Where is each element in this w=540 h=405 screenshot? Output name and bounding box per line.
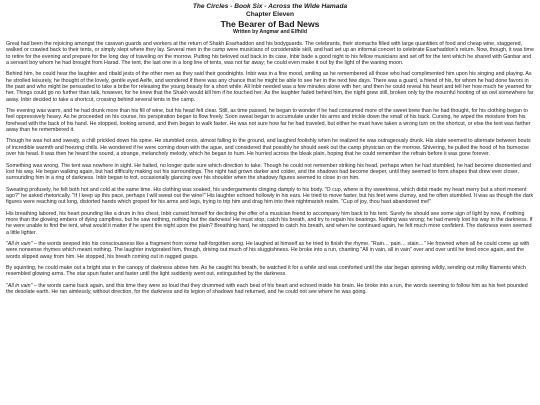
paragraph-text: Sweating profusely, he felt both hot and cold at the same time. His clothing was soaked, his undergarments clinging damply to his body. "O cup, where is thy sweetness, which didst made my heart merry but a short moment ago?" he asked rhetorically. "If I keep up this pace, perhaps I will sweat out the wine!" His laughter echoed hollowly in his ears. He tried to move faster, but his feet were clumsy, and he often stumbled. It was as though the dark figures were reaching out long, distorted hands which groped for his arms and legs, trying to trip him and drag him into their nightmarish realm. "Cup of joy, thou hast abandoned me!" [6, 186, 534, 206]
paragraph-text: – the words came back again, and this time they were so loud that they drummed with each beat of his heart and echoed inside his brain. He broke into a run, the words seeming to follow him as his feet pounded the desolate earth. He ran aimlessly, without direction, for the darkness and its legion of shadows had returned, and he could not see where he was going. [6, 282, 528, 295]
chapter-heading: Chapter Eleven [245, 11, 294, 18]
paragraph [6, 241, 534, 260]
paragraph [6, 187, 534, 206]
paragraph [6, 138, 534, 157]
paragraph [6, 71, 534, 103]
author-byline: Written by Angmar and Elfhild [232, 29, 308, 35]
chapter-title: The Bearer of Bad News [220, 19, 320, 29]
paragraph [6, 283, 534, 296]
paragraph-text: Behind him, he could hear the laughter and ribald jests of the other men as they said their goodnights. Inbir was in a fine mood, smiling as he remembered all those who had complimented him upon his singing and playing. As he strolled leisurely, he thought of the lovely, gentle eyed Aelfe, and wondered if there was any chance that he might be able to see her in the next few days. There was a guard, a friend of his, for whom he had done favors in the past and who might be persuaded to take a bribe for releasing the young beauty for a short while. All Inbir needed was a few minutes alone with her; and then he could reveal his heart and tell her how much he yearned for her. Things could go no further than talk, however, for he knew that the Shakh would kill him if he touched her. As the laughter faded behind him, the night grew still, broken only by the mournful hooting of an owl somewhere far away. Inbir decided to take a shortcut, crossing behind several tents in the camp. [6, 71, 534, 103]
story-body [6, 41, 534, 295]
document-header [6, 3, 534, 36]
series-title: The Circles - Book Six - Across the Wide Hamada [192, 3, 348, 10]
paragraph [6, 265, 534, 278]
paragraph-text: Though he was hot and sweaty, a chill prickled down his spine. He stumbled once, almost falling to the ground, and laughed foolishly when he realized he was outrageously drunk. His state seemed to alternate between bouts of incredible warmth and freezing chills. He wondered if he were coming down with the ague, and considered that possibly he should seek out the camp physician on the morrow. Shivering, he pulled the hood of his burnoose over his head. It was then he heard the sound, a strange, melancholy melody, which he began to hum. He hurried across the bleak plain, hoping that he could remember the refrain before it was gone forever. [6, 138, 531, 158]
paragraph [6, 41, 534, 66]
paragraph-lead-italic: "All in vain" [6, 282, 33, 289]
paragraph-text: By squinting, he could make out a bright star in the canopy of darkness above him. As he caught his breath, he watched it for a while and was comforted until the star began spinning wildly, sending out milky filaments which resembled glowing arms. The star spun faster and faster until the light suddenly went out, extinguished by the darkness. [6, 264, 526, 278]
paragraph-text: The evening was warm, and he had drunk more than his fill of wine, but his head felt clear. Still, as time passed, he began to wonder if he had consumed more of the sweet brew than he had thought, for his clothing began to feel oppressively heavy. As he proceeded on his course, his perspiration began to flow freely. Soon sweat began to accumulate under his arms and trickle down the small of his back. Cursing, he wiped the moisture from his forehead with the back of his hand. He stopped, looking around, and then began to walk faster. He was not sure how far he had traveled, but either he must have taken a wrong turn on the shortcut, or else the tent was farther away than he remembered it. [6, 108, 531, 134]
paragraph-text: Something was wrong. The tent was nowhere in sight. He halted, no longer quite sure which direction to take. Though he could not remember striking his head, perhaps when he had stumbled, he had become disoriented and lost his way. He began walking again, but had difficulty making out his surroundings. The night had grown darker and colder, and the shadows had become deeper, until they seemed to form shapes that drew ever closer, surrounding him in a ring of darkness. Inbir began to trot, occasionally glancing over his shoulder when the shadowy figures seemed to close in on him. [6, 162, 532, 182]
paragraph-text: Great had been the rejoicing amongst the caravan guards and workers at the return of Shakh Esarhaddon and his bodyguards. The celebrants, their stomachs filled with large quantities of food and cheap wine, staggered, walked or crawled back to their tents, or simply slept where they lay. Several men in the camp were musicians of considerable skill, and had set up an informal concert to celebrate Esarhaddon's return. Now, though, it was time to retire for the evening and prepare for the long day of traveling on the morrow. Putting his beloved oud back in its case, Inbir bade a good night to his fellow musicians and set off for the tent which he shared with Ganbar and a servant boy whom he had brought from Harad. The tent, the last one in a long line of tents, was not far away; he could even make it out by the light of the waning moon. [6, 41, 534, 67]
paragraph-lead-italic: "All in vain" [6, 240, 33, 247]
paragraph [6, 108, 534, 133]
paragraph-text: His breathing labored, his heart pounding like a drum in his chest, Inbir cursed himself for declining the offer of a musician friend to accompany him back to his tent. Surely he should see some sign of light by now, if nothing more than the glowing embers of dying campfires, but he saw nothing, nothing but the darkness! He must stop, catch his breath, and try to regain his bearings. Nothing was wrong; he had merely lost his way in the darkness. If he were unable to find the tent, what would it matter if he spent the night upon the plain? Breathing hard, he stopped to catch his breath, and when he continued again, he felt much more confident. The darkness even seemed a little lighter. [6, 210, 533, 236]
paragraph [6, 211, 534, 236]
paragraph-text: – the words seeped into his consciousness like a fragment from some half-forgotten song. He laughed at himself as he tried to finish the rhyme. "Rain… pain… stain…" He frowned when all he could come up with were nonsense rhymes which meant nothing. The laughter invigorated him, though, driving out much of his sluggishness. He broke into a run, chanting "All in vain, all in vain" over and over until he tired once again, and the words slipped away from him. He stopped, his breath coming out in ragged gasps. [6, 240, 530, 260]
paragraph [6, 163, 534, 182]
